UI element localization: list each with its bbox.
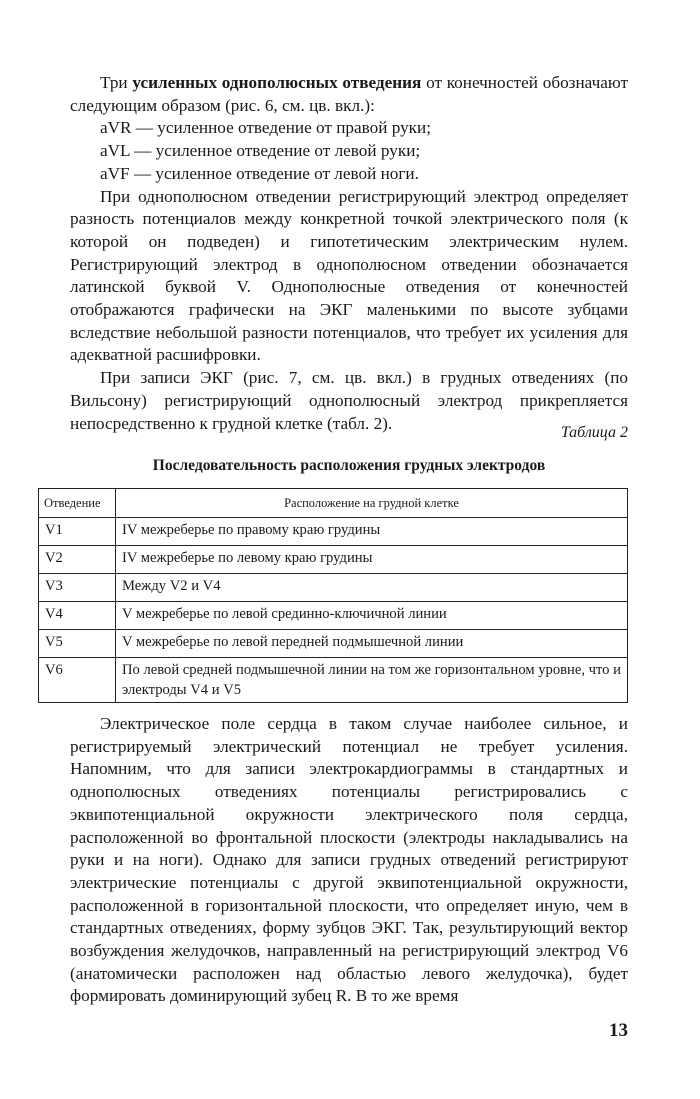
electrode-table xyxy=(38,488,628,703)
bottom-text xyxy=(70,713,628,1008)
table-row xyxy=(39,602,628,630)
cell-lead: V3 xyxy=(39,574,116,602)
table-header-row xyxy=(39,489,628,518)
table-row xyxy=(39,574,628,602)
intro-term: усиленных однополюсных отведения xyxy=(132,73,422,92)
lead-avr: aVR — усиленное отведение от правой руки; xyxy=(100,118,431,138)
table-title: Последовательность расположения грудных электродов xyxy=(152,457,546,474)
unipolar-paragraph: При однополюсном отведении регистрирующий электрод определяет разность потенциалов между конкретной точкой электрического поля (к которой он подведен) и гипотетическим электрическим нулем. Регистрирующий электрод в однополюсном отведении обозначается латинской буквой V. Однополюсные отведения от конечностей отображаются графически на ЭКГ маленькими по высоте зубцами вследствие небольшой разности потенциалов, что требует их усиления для адекватной расшифровки. xyxy=(70,186,628,365)
table-caption: Таблица 2 xyxy=(560,424,628,441)
field-paragraph: Электрическое поле сердца в таком случае наиболее сильное, и регистрируемый электрический потенциал не требует усиления. Напомним, что для записи электрокардиограммы в стандартных и однополюсных отведениях потенциалы регистрировались с эквипотенциальной окружности электрического поля сердца, расположенной во фронтальной плоскости (электроды накладывались на руки и на ноги). Однако для записи грудных отведений регистрируют электрические потенциалы с другой эквипотенциальной окружности, расположенной в горизонтальной плоскости, что определяет иную, чем в стандартных отведениях, форму зубцов ЭКГ. Так, результирующий вектор возбуждения желудочков, направленный на регистрирующий электрод V6 (анатомически расположен над областью левого желудочка), будет формировать доминирующий зубец R. В то же время xyxy=(70,714,628,1006)
page-number: 13 xyxy=(609,1020,628,1041)
lead-avf: aVF — усиленное отведение от левой ноги. xyxy=(100,163,419,183)
cell-lead: V4 xyxy=(39,602,116,630)
intro-lead: Три xyxy=(100,73,133,92)
cell-lead: V5 xyxy=(39,630,116,658)
intro-paragraph xyxy=(70,72,628,117)
cell-location: IV межреберье по правому краю грудины xyxy=(116,518,628,546)
cell-lead: V2 xyxy=(39,546,116,574)
header-location: Расположение на грудной клетке xyxy=(116,489,628,518)
header-lead: Отведение xyxy=(39,489,116,518)
cell-lead: V6 xyxy=(39,658,116,703)
top-text xyxy=(70,72,628,435)
cell-location: IV межреберье по левому краю грудины xyxy=(116,546,628,574)
table-row xyxy=(39,658,628,703)
cell-location: По левой средней подмышечной линии на том же горизонтальном уровне, что и электроды V4 и V5 xyxy=(116,658,628,703)
lead-avl: aVL — усиленное отведение от левой руки; xyxy=(100,141,421,161)
chest-leads-paragraph: При записи ЭКГ (рис. 7, см. цв. вкл.) в грудных отведениях (по Вильсону) регистрирующий однополюсный электрод прикрепляется непосредственно к грудной клетке (табл. 2). xyxy=(70,368,628,433)
cell-location: V межреберье по левой срединно-ключичной линии xyxy=(116,602,628,630)
table-row xyxy=(39,518,628,546)
cell-lead: V1 xyxy=(39,518,116,546)
cell-location: V межреберье по левой передней подмышечной линии xyxy=(116,630,628,658)
intro-tail: от конечностей обозначают следующим образом (рис. 6, см. цв. вкл.): xyxy=(70,73,628,115)
cell-location: Между V2 и V4 xyxy=(116,574,628,602)
augmented-leads-list xyxy=(70,117,628,185)
table-row xyxy=(39,546,628,574)
table-row xyxy=(39,630,628,658)
